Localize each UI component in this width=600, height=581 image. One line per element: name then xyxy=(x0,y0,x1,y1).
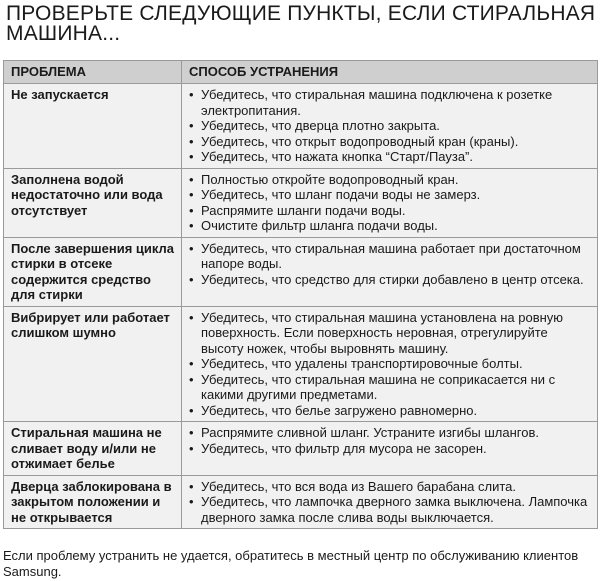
solution-item: • Распрямите шланги подачи воды. xyxy=(189,203,593,219)
problem-cell: Дверца заблокирована в закрытом положении и не открывается xyxy=(4,475,182,529)
solution-item: • Убедитесь, что средство для стирки добавлено в центр отсека. xyxy=(189,272,593,288)
problem-cell: Не запускается xyxy=(4,84,182,169)
table-row xyxy=(4,84,598,169)
solution-item: • Убедитесь, что шланг подачи воды не замерз. xyxy=(189,187,593,203)
table-row xyxy=(4,475,598,529)
solution-item: • Распрямите сливной шланг. Устраните изгибы шлангов. xyxy=(189,425,593,441)
solution-item: • Убедитесь, что лампочка дверного замка выключена. Лампочка дверного замка после слива воды выключается. xyxy=(189,494,593,525)
solution-list xyxy=(189,425,593,456)
solution-cell xyxy=(182,168,598,237)
solution-list xyxy=(189,479,593,526)
solution-item: • Убедитесь, что стиральная машина не соприкасается ни с какими другими предметами. xyxy=(189,372,593,403)
solution-cell xyxy=(182,237,598,306)
solution-list xyxy=(189,310,593,419)
solution-item: • Убедитесь, что стиральная машина установлена на ровную поверхность. Если поверхность неровная, отрегулируйте высоту ножек, чтобы выровнять машину. xyxy=(189,310,593,357)
solution-item: • Убедитесь, что стиральная машина работает при достаточном напоре воды. xyxy=(189,241,593,272)
solution-item: • Полностью откройте водопроводный кран. xyxy=(189,172,593,188)
solution-item: • Убедитесь, что фильтр для мусора не засорен. xyxy=(189,441,593,457)
solution-item: • Убедитесь, что нажата кнопка “Старт/Пауза”. xyxy=(189,149,593,165)
table-row xyxy=(4,237,598,306)
solution-item: • Убедитесь, что стиральная машина подключена к розетке электропитания. xyxy=(189,87,593,118)
problem-cell: Вибрирует или работает слишком шумно xyxy=(4,306,182,422)
solution-cell xyxy=(182,306,598,422)
header-problem: ПРОБЛЕМА xyxy=(4,61,182,84)
solution-item: • Убедитесь, что открыт водопроводный кран (краны). xyxy=(189,134,593,150)
troubleshooting-table xyxy=(3,60,598,529)
solution-cell xyxy=(182,84,598,169)
solution-item: • Убедитесь, что белье загружено равномерно. xyxy=(189,403,593,419)
solution-item: • Очистите фильтр шланга подачи воды. xyxy=(189,218,593,234)
solution-cell xyxy=(182,422,598,476)
solution-list xyxy=(189,241,593,288)
problem-cell: Стиральная машина не сливает воду и/или не отжимает белье xyxy=(4,422,182,476)
solution-item: • Убедитесь, что дверца плотно закрыта. xyxy=(189,118,593,134)
table-row xyxy=(4,422,598,476)
page-title xyxy=(6,4,596,44)
solution-item: • Убедитесь, что вся вода из Вашего барабана слита. xyxy=(189,479,593,495)
solution-cell xyxy=(182,475,598,529)
problem-cell: После завершения цикла стирки в отсеке содержится средство для стирки xyxy=(4,237,182,306)
footer-note: Если проблему устранить не удается, обратитесь в местный центр по обслуживанию клиентов Samsung. xyxy=(3,548,579,579)
solution-list xyxy=(189,172,593,234)
table-row xyxy=(4,168,598,237)
problem-cell: Заполнена водой недостаточно или вода отсутствует xyxy=(4,168,182,237)
table-header-row xyxy=(4,61,598,84)
header-solution: СПОСОБ УСТРАНЕНИЯ xyxy=(182,61,598,84)
table-row xyxy=(4,306,598,422)
solution-item: • Убедитесь, что удалены транспортировочные болты. xyxy=(189,356,593,372)
solution-list xyxy=(189,87,593,165)
title-line-1: ПРОВЕРЬТЕ СЛЕДУЮЩИЕ ПУНКТЫ, ЕСЛИ СТИРАЛЬНАЯ xyxy=(6,2,596,25)
title-line-2: МАШИНА... xyxy=(6,22,121,45)
